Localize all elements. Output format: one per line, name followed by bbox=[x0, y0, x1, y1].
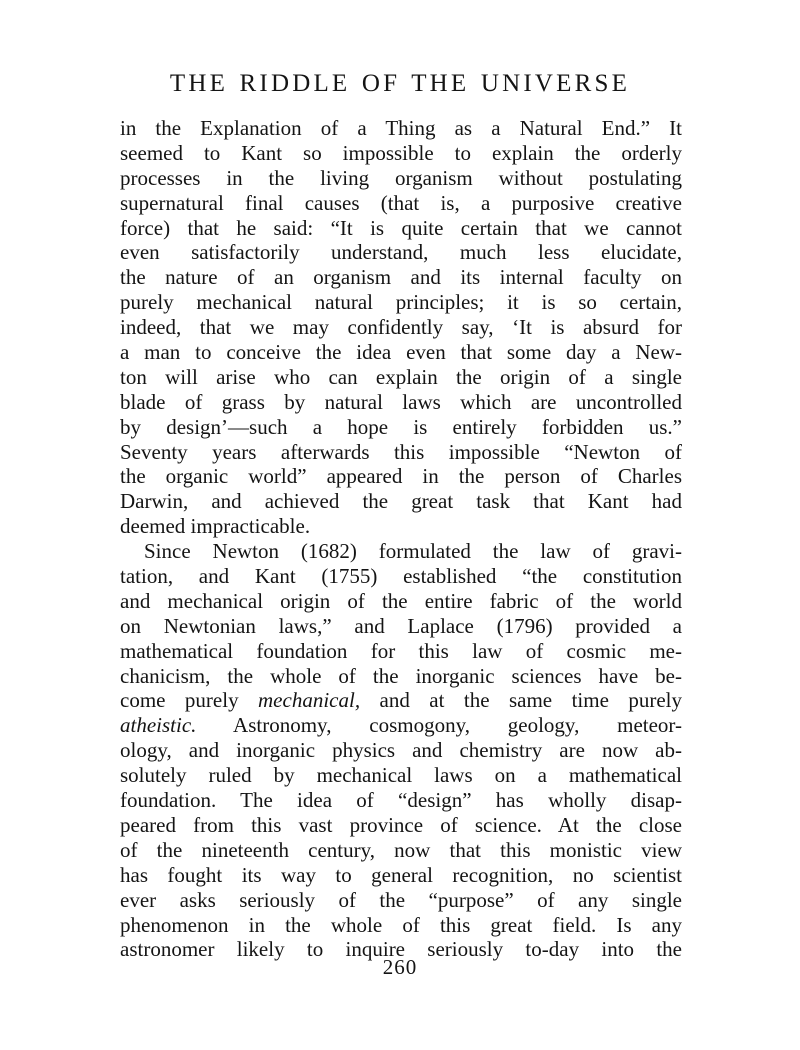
text-line: mathematical foundation for this law of cosmic me- bbox=[120, 638, 682, 663]
text-line: Since Newton (1682) formulated the law of gravi- bbox=[144, 539, 682, 564]
text-line: seemed to Kant so impossible to explain the orderly bbox=[120, 140, 682, 165]
text-line: ever asks seriously of the “purpose” of any single bbox=[120, 887, 682, 912]
text-line: Seventy years afterwards this impossible “Newton of bbox=[120, 439, 682, 464]
page-number: 260 bbox=[382, 955, 418, 979]
text-line: the nature of an organism and its internal faculty on bbox=[120, 265, 682, 290]
text-line: indeed, that we may confidently say, ‘It is absurd for bbox=[120, 315, 682, 340]
text-line: tation, and Kant (1755) established “the constitution bbox=[120, 564, 682, 589]
text-line: phenomenon in the whole of this great field. Is any bbox=[120, 912, 682, 937]
text-line: has fought its way to general recognition, no scientist bbox=[120, 862, 682, 887]
running-head: THE RIDDLE OF THE UNIVERSE bbox=[169, 70, 631, 97]
text-line: the organic world” appeared in the person of Charles bbox=[120, 464, 682, 489]
text-line: by design’—such a hope is entirely forbidden us.” bbox=[120, 414, 682, 439]
text-line: supernatural final causes (that is, a purposive creative bbox=[120, 190, 682, 215]
text-line: foundation. The idea of “design” has wholly disap- bbox=[120, 788, 682, 813]
text-line: ology, and inorganic physics and chemistry are now ab- bbox=[120, 738, 682, 763]
text-line: in the Explanation of a Thing as a Natural End.” It bbox=[120, 116, 682, 140]
text-line: on Newtonian laws,” and Laplace (1796) provided a bbox=[120, 613, 682, 638]
text-line: and mechanical origin of the entire fabric of the world bbox=[120, 588, 682, 613]
text-line: purely mechanical natural principles; it is so certain, bbox=[120, 290, 682, 315]
text-line: blade of grass by natural laws which are uncontrolled bbox=[120, 389, 682, 414]
text-line: peared from this vast province of science. At the close bbox=[120, 812, 682, 837]
text-line: atheistic. Astronomy, cosmogony, geology, meteor- bbox=[120, 713, 682, 738]
text-line: ton will arise who can explain the origin of a single bbox=[120, 364, 682, 389]
text-line: solutely ruled by mechanical laws on a mathematical bbox=[120, 763, 682, 788]
text-line: come purely mechanical, and at the same time purely bbox=[120, 688, 682, 713]
body-text bbox=[120, 116, 682, 962]
text-line: of the nineteenth century, now that this monistic view bbox=[120, 837, 682, 862]
text-line: deemed impracticable. bbox=[120, 514, 311, 539]
text-line: astronomer likely to inquire seriously to-day into the bbox=[120, 937, 682, 962]
text-line: even satisfactorily understand, much less elucidate, bbox=[120, 240, 682, 265]
text-line: processes in the living organism without postulating bbox=[120, 165, 682, 190]
text-line: force) that he said: “It is quite certain that we cannot bbox=[120, 215, 682, 240]
text-line: a man to conceive the idea even that some day a New- bbox=[120, 340, 682, 365]
text-line: Darwin, and achieved the great task that Kant had bbox=[120, 489, 682, 514]
text-line: chanicism, the whole of the inorganic sciences have be- bbox=[120, 663, 682, 688]
